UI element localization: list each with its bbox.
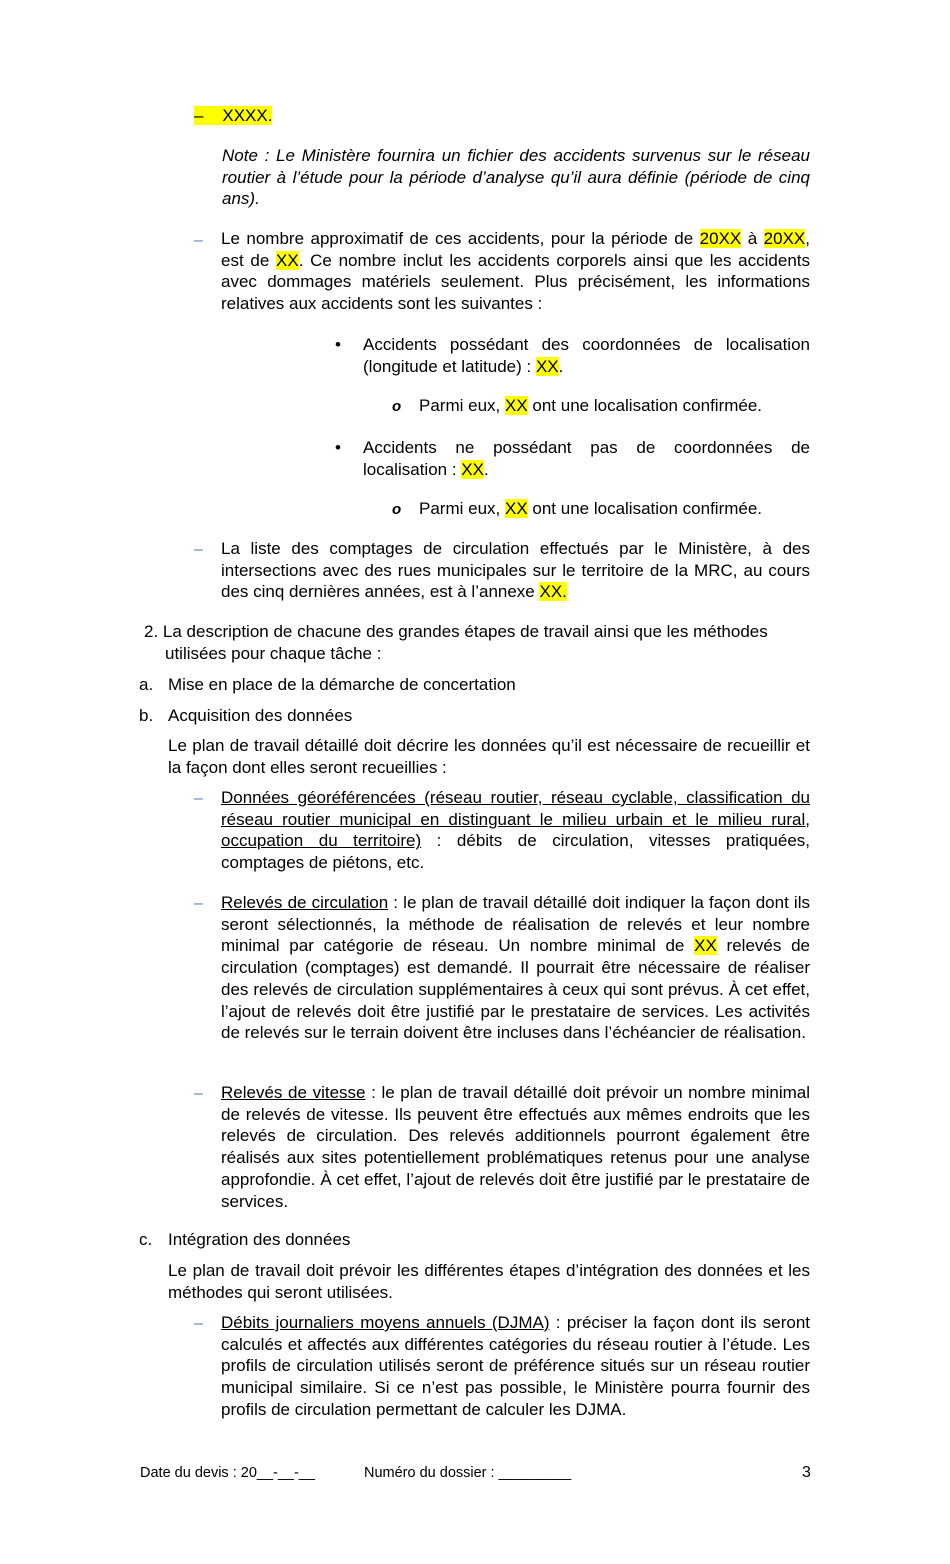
data-item: Relevés de vitesse : le plan de travail détaillé doit prévoir un nombre minimal de relevés de vitesse. Ils peuvent être effectués aux mêmes endroits que les relevés de circulation. Des relevés additionnels pourront également être réalisés aux sites potentiellement problématiques retenus pour une analyse approfondie. À cet effet, l’ajout de relevés doit être justifié par le prestataire de services.	[221, 1083, 810, 1211]
step-b-label: Acquisition des données	[168, 706, 353, 725]
sub-bullet-value: XX	[504, 396, 528, 415]
step-c-label: Intégration des données	[168, 1230, 351, 1249]
bullet-value: XX	[461, 459, 484, 479]
bullet-dot: •	[335, 438, 341, 457]
sub-bullet-item: Parmi eux, XX ont une localisation confirmée.	[419, 396, 763, 415]
step-a-label: Mise en place de la démarche de concertation	[168, 675, 516, 694]
step-b-intro: Le plan de travail détaillé doit décrire les données qu’il est nécessaire de recueillir et la façon dont elles seront recueillies :	[168, 736, 810, 777]
dash-marker: –	[194, 790, 203, 807]
sub-bullet-item: Parmi eux, XX ont une localisation confirmée.	[419, 499, 763, 518]
top-placeholder: – XXXX.	[194, 106, 273, 125]
accident-count: XX	[276, 250, 299, 270]
dash-marker: –	[194, 895, 203, 912]
bullet-value: XX	[535, 356, 559, 376]
step-c: c.	[139, 1230, 153, 1249]
dash-marker: –	[194, 1085, 203, 1102]
min-count: XX	[694, 936, 717, 956]
sub-bullet-value: XX	[504, 499, 528, 518]
step-a: a.	[139, 675, 154, 694]
step-b: b.	[139, 706, 154, 725]
bullet-dot: •	[335, 335, 341, 354]
data-item: Relevés de circulation : le plan de travail détaillé doit indiquer la façon dont ils seront sélectionnés, la méthode de réalisation de relevés et leur nombre minimal par catégorie de réseau. Un nombre minimal de XX relevés de circulation (comptages) est demandé. Il pourrait être nécessaire de réaliser des relevés de circulation supplémentaires à ceux qui sont prévus. À cet effet, l’ajout de relevés doit être justifié par le prestataire de services. Les activités de relevés sur le terrain doivent être incluses dans l’échéancier de réalisation.	[221, 893, 810, 1043]
bullet-item: Accidents ne possédant pas de coordonnées de localisation : XX.	[363, 438, 810, 479]
data-item: Débits journaliers moyens annuels (DJMA) : préciser la façon dont ils seront calculés et affectés aux différentes catégories du réseau routier à l’étude. Les profils de circulation utilisés seront de préférence situés sur un réseau routier municipal similaire. Si ce n’est pas possible, le Ministère pourra fournir des profils de circulation permettant de calculer les DJMA.	[221, 1313, 810, 1419]
section-2-heading: 2. La description de chacune des grandes étapes de travail ainsi que les méthodes utilisées pour chaque tâche :	[144, 622, 768, 663]
step-c-intro: Le plan de travail doit prévoir les différentes étapes d’intégration des données et les méthodes qui seront utilisées.	[168, 1261, 810, 1302]
note-paragraph: Note : Le Ministère fournira un fichier des accidents survenus sur le réseau routier à l’étude pour la période d’analyse qu’il aura définie (période de cinq ans).	[222, 146, 810, 209]
dash-marker: –	[194, 1315, 203, 1332]
sub-bullet-marker: o	[392, 501, 402, 518]
sub-bullet-marker: o	[392, 398, 402, 415]
dash-marker: –	[194, 232, 203, 249]
footer-date: Date du devis : 20__-__-__	[140, 1465, 315, 1481]
footer-dossier: Numéro du dossier : _________	[364, 1465, 572, 1481]
accidents-paragraph: Le nombre approximatif de ces accidents, pour la période de 20XX à 20XX, est de XX. Ce nombre inclut les accidents corporels ainsi que les accidents avec dommages matériels seulement. Plus précisément, les informations relatives aux accidents sont les suivantes :	[221, 229, 810, 314]
page-number: 3	[802, 1464, 811, 1481]
bullet-item: Accidents possédant des coordonnées de localisation (longitude et latitude) : XX.	[363, 335, 810, 376]
comptages-paragraph: La liste des comptages de circulation effectués par le Ministère, à des intersections avec des rues municipales sur le territoire de la MRC, au cours des cinq dernières années, est à l’annexe XX.	[221, 539, 810, 602]
dash-marker: –	[194, 541, 203, 558]
top-placeholder-line	[194, 105, 272, 127]
data-item: Données géoréférencées (réseau routier, réseau cyclable, classification du réseau routier municipal en distinguant le milieu urbain et le milieu rural, occupation du territoire) : débits de circulation, vitesses pratiquées, comptages de piétons, etc.	[221, 788, 810, 873]
year-start: 20XX	[699, 229, 742, 248]
year-end: 20XX	[763, 229, 806, 248]
annex-ref: XX.	[539, 582, 567, 602]
